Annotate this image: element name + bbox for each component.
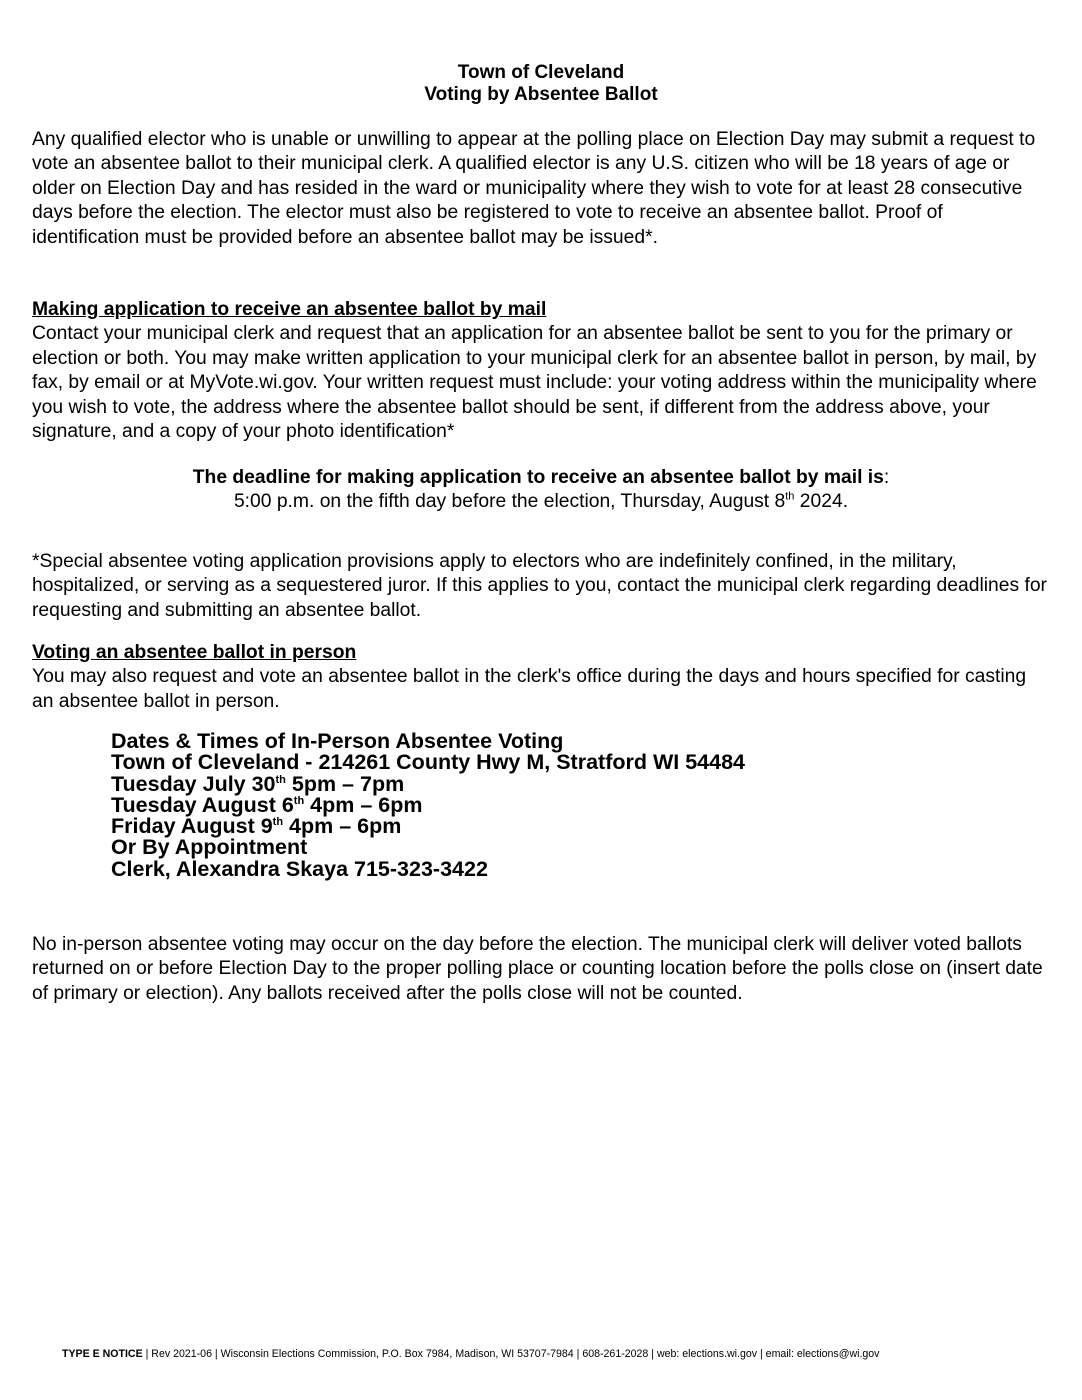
- in-person-text: You may also request and vote an absentee ballot in the clerk's office during the days and hours specified for casting an absentee ballot in person.: [32, 666, 1027, 712]
- schedule-date-1-time: 5pm – 7pm: [285, 771, 405, 796]
- in-person-section: [32, 641, 1052, 714]
- schedule-date-1-suffix: th: [275, 773, 286, 786]
- document-header: [0, 62, 1082, 106]
- deadline-detail-year: 2024.: [794, 491, 849, 513]
- schedule-date-1-day: Tuesday July 30: [111, 771, 276, 796]
- deadline-notice: [0, 466, 1082, 515]
- schedule-date-2-day: Tuesday August 6: [111, 792, 294, 817]
- intro-paragraph: Any qualified elector who is unable or unwilling to appear at the polling place on Election Day may submit a request to vote an absentee ballot to their municipal clerk. A qualified elector is any U.S. citizen who will be 18 years of age or older on Election Day and has resided in the ward or municipality where they wish to vote for at least 28 consecutive days before the election. The elector must also be registered to vote to receive an absentee ballot. Proof of identification must be provided before an absentee ballot may be issued*.: [32, 129, 1036, 248]
- deadline-detail-suffix: th: [785, 490, 795, 503]
- deadline-label: The deadline for making application to receive an absentee ballot by mail is: [192, 467, 884, 488]
- deadline-detail: [0, 490, 1082, 514]
- deadline-detail-text: 5:00 p.m. on the fifth day before the election, Thursday, August 8: [233, 491, 786, 513]
- schedule-date-2: [111, 792, 1011, 817]
- page-footer: [62, 1347, 962, 1361]
- mail-application-section: [32, 298, 1052, 444]
- schedule-date-3: [111, 816, 1011, 837]
- schedule-date-3-time: 4pm – 6pm: [283, 814, 402, 839]
- schedule-date-2-suffix: th: [293, 794, 305, 807]
- schedule-clerk-contact: Clerk, Alexandra Skaya 715-323-3422: [111, 856, 488, 881]
- voting-schedule: [111, 731, 1011, 880]
- deadline-colon: :: [883, 467, 890, 488]
- schedule-location: Town of Cleveland - 214261 County Hwy M, Stratford WI 54484: [111, 750, 745, 775]
- mail-application-text: Contact your municipal clerk and request that an application for an absentee ballot be sent to you for the primary or election or both. You may make written application to your municipal clerk for an absentee ballot in person, by mail, by fax, by email or at MyVote.wi.gov. Your written request must include: your voting address within the municipality where you wish to vote, the address where the absentee ballot should be sent, if different from the address above, your signature, and a copy of your photo identification*: [32, 323, 1037, 443]
- in-person-heading: Voting an absentee ballot in person: [32, 642, 357, 663]
- mail-application-heading: Making application to receive an absentee ballot by mail: [32, 299, 547, 320]
- document-subtitle: Voting by Absentee Ballot: [424, 84, 658, 105]
- schedule-date-1: [111, 771, 1011, 796]
- schedule-date-2-time: 4pm – 6pm: [304, 792, 423, 817]
- footer-notice-label: TYPE E NOTICE: [62, 1348, 143, 1360]
- schedule-date-3-suffix: th: [272, 816, 284, 829]
- schedule-heading: Dates & Times of In-Person Absentee Voting: [111, 729, 564, 753]
- footer-text: | Rev 2021-06 | Wisconsin Elections Commission, P.O. Box 7984, Madison, WI 53707-7984 | 608-261-2028 | web: elections.wi.gov | email: elections@wi.gov: [142, 1348, 880, 1360]
- special-provisions-paragraph: *Special absentee voting application provisions apply to electors who are indefinitely confined, in the military, hospitalized, or serving as a sequestered juror. If this applies to you, contact the municipal clerk regarding deadlines for requesting and submitting an absentee ballot.: [32, 551, 1047, 621]
- deadline-label-line: [0, 466, 1082, 490]
- closing-paragraph: No in-person absentee voting may occur on the day before the election. The municipal clerk will deliver voted ballots returned on or before Election Day to the proper polling place or counting location before the polls close on (insert date of primary or election). Any ballots received after the polls close will not be counted.: [32, 934, 1043, 1004]
- schedule-appointment: Or By Appointment: [111, 835, 308, 860]
- document-title: Town of Cleveland: [457, 62, 625, 83]
- schedule-date-3-day: Friday August 9: [111, 814, 273, 839]
